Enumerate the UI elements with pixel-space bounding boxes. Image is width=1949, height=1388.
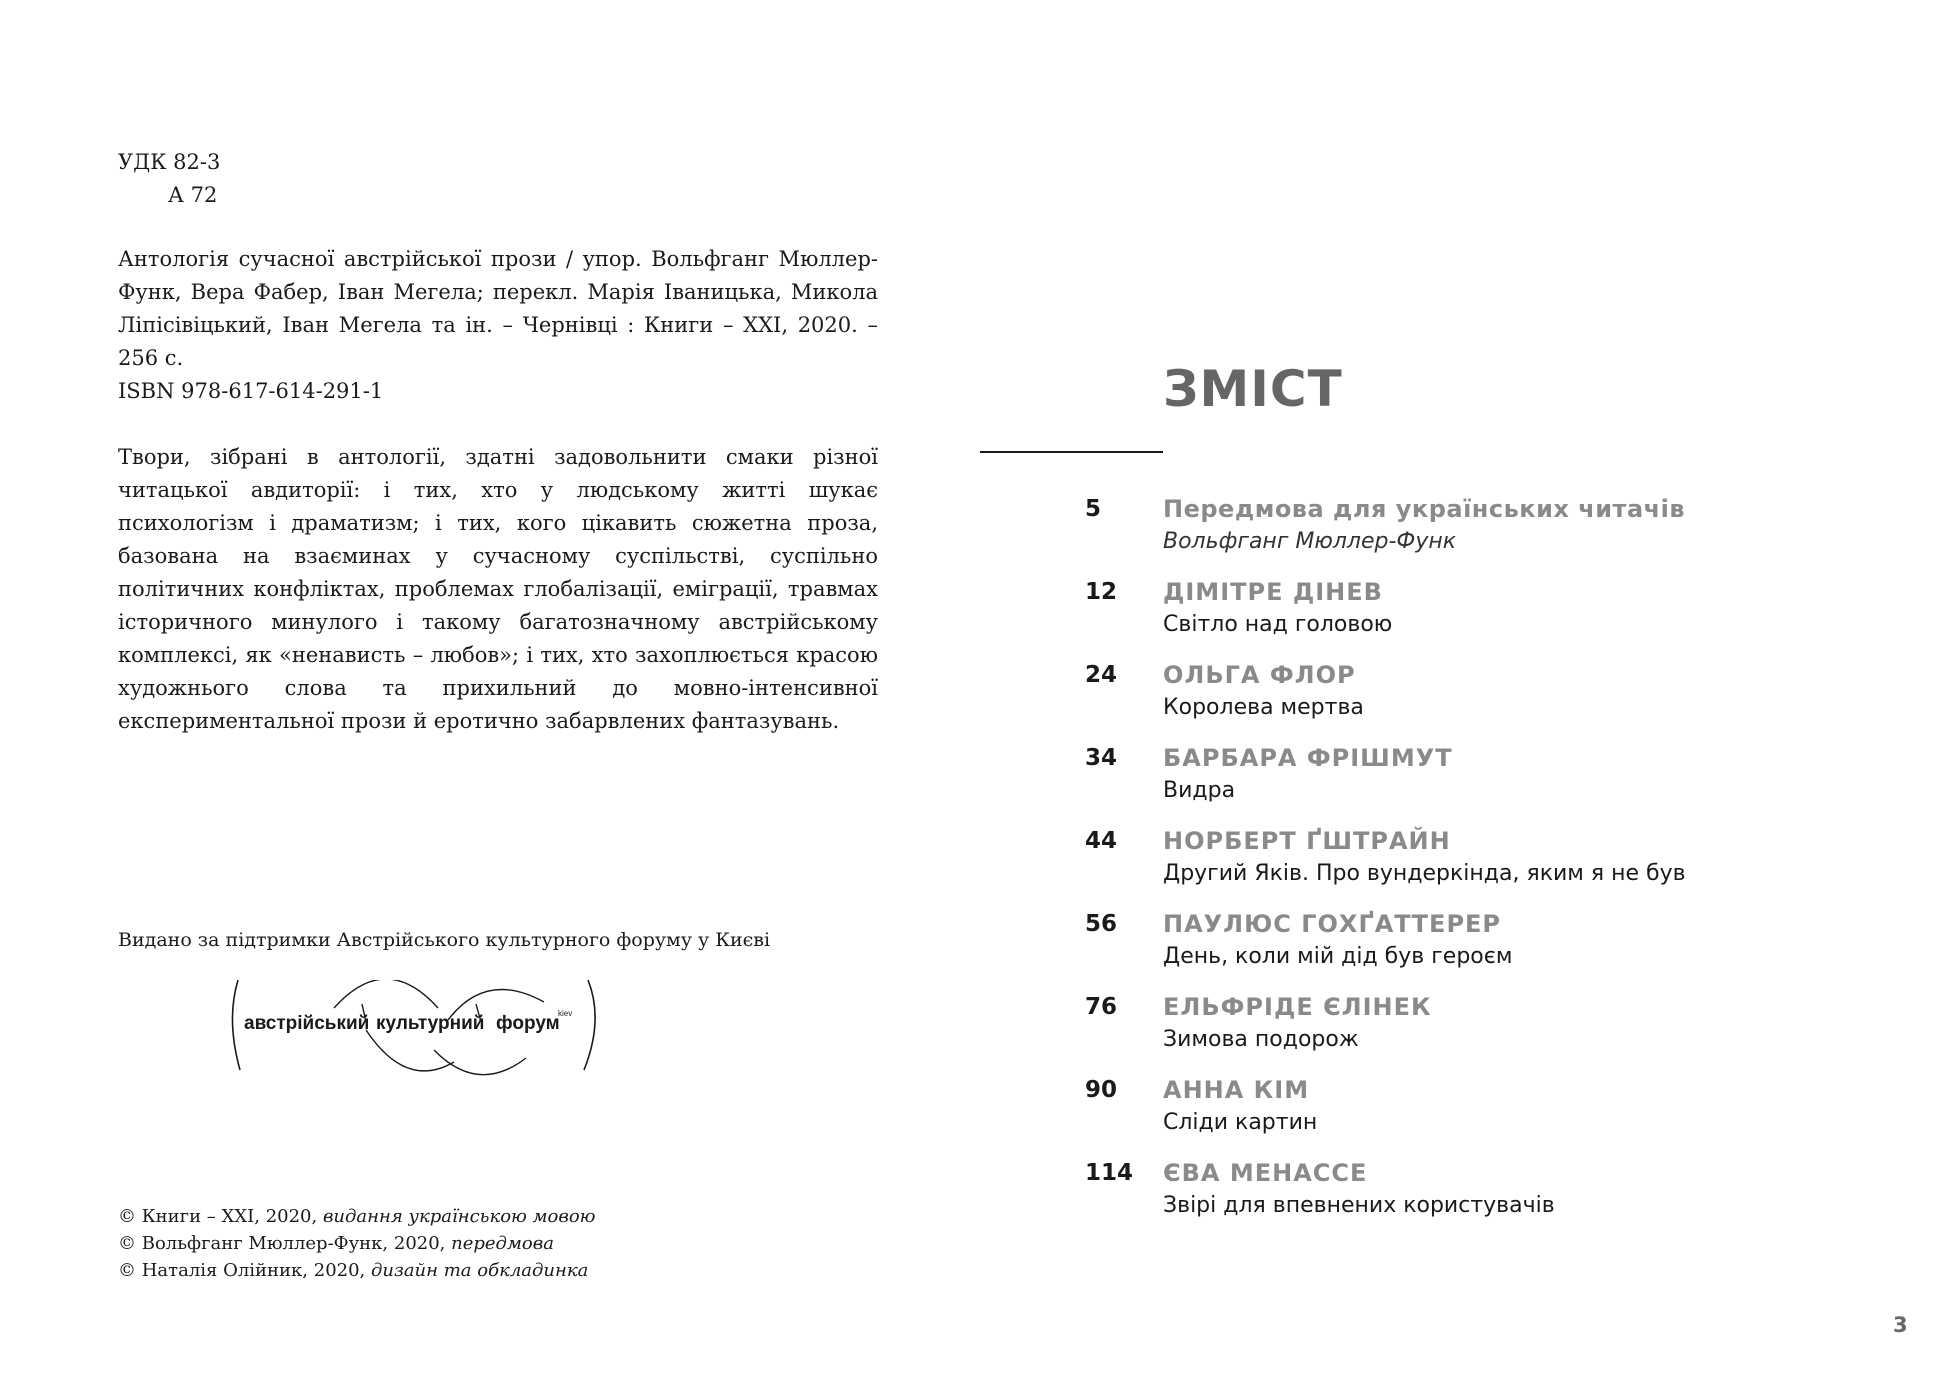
toc-work-title: День, коли мій дід був героєм xyxy=(1163,944,1513,969)
toc-author: ОЛЬГА ФЛОР xyxy=(1163,661,1356,689)
udk-code: УДК 82-3 xyxy=(118,150,221,174)
toc-page-number: 90 xyxy=(1085,1077,1118,1103)
toc-heading: Передмова для українських читачів xyxy=(1163,495,1686,523)
toc-work-title: Звірі для впевнених користувачів xyxy=(1163,1193,1555,1218)
toc-author: НОРБЕРТ ҐШТРАЙН xyxy=(1163,827,1451,855)
copyright-block xyxy=(118,1203,596,1284)
toc-entry[interactable] xyxy=(1085,991,1805,1074)
toc-page-number: 34 xyxy=(1085,745,1118,771)
page-number: 3 xyxy=(1893,1313,1908,1337)
logo-word-1: австрійський xyxy=(244,1013,370,1034)
toc-work-title: Світло над головою xyxy=(1163,612,1393,637)
logo-word-3: форум xyxy=(496,1013,560,1034)
toc-entry[interactable] xyxy=(1085,1157,1805,1240)
toc-author: ЄВА МЕНАССЕ xyxy=(1163,1159,1368,1187)
toc-page-number: 12 xyxy=(1085,579,1118,605)
toc-page-number: 5 xyxy=(1085,496,1102,522)
toc-entry[interactable] xyxy=(1085,659,1805,742)
toc-work-title: Видра xyxy=(1163,778,1236,803)
toc-author: ПАУЛЮС ГОХҐАТТЕРЕР xyxy=(1163,910,1502,938)
toc-page-number: 44 xyxy=(1085,828,1118,854)
toc-author: АННА КІМ xyxy=(1163,1076,1310,1104)
author-mark: А 72 xyxy=(168,183,218,207)
toc-work-title: Королева мертва xyxy=(1163,695,1364,720)
toc-divider xyxy=(980,451,1163,453)
toc-page-number: 24 xyxy=(1085,662,1118,688)
toc-work-title: Сліди картин xyxy=(1163,1110,1318,1135)
toc-work-title: Зимова подорож xyxy=(1163,1027,1359,1052)
toc-entry[interactable] xyxy=(1085,742,1805,825)
bibliographic-description: Антологія сучасної австрійської прози / упор. Вольфганг Мюллер-Функ, Вера Фабер, Іван Мегела; перекл. Марія Іваницька, Микола Ліпісівіцький, Іван Мегела та ін. – Чернівці : Книги – ХХІ, 2020. – 256 с. xyxy=(118,247,878,370)
udk-block xyxy=(118,146,220,212)
austrian-cultural-forum-logo xyxy=(226,980,606,1080)
table-of-contents xyxy=(1085,493,1805,1240)
toc-author: ДІМІТРЕ ДІНЕВ xyxy=(1163,578,1383,606)
copyright-line: © Наталія Олійник, 2020, дизайн та обкладинка xyxy=(118,1260,589,1281)
toc-entry[interactable] xyxy=(1085,493,1805,576)
toc-title: ЗМІСТ xyxy=(1163,360,1343,418)
toc-page-number: 56 xyxy=(1085,911,1118,937)
isbn: ISBN 978-617-614-291-1 xyxy=(118,379,384,403)
toc-page-number: 114 xyxy=(1085,1160,1134,1186)
logo-word-2: культурний xyxy=(376,1013,485,1034)
annotation: Твори, зібрані в антології, здатні задовольнити смаки різної читацької авдиторії: і тих, хто у людському житті шукає психологізм і драматизм; і тих, кого цікавить сюжетна проза, базована на взаєминах у сучасному суспільстві, суспільно політичних конфліктах, проблемах глобалізації, еміграції, травмах історичного минулого і такому багатозначному австрійському комплексі, як «ненависть – любов»; і тих, хто захоплюється красою художнього слова та прихильний до мовно-інтенсивної експериментальної прози й еротично забарвлених фантазувань. xyxy=(118,445,878,733)
toc-subtitle: Вольфганг Мюллер-Функ xyxy=(1163,529,1457,554)
support-note: Видано за підтримки Австрійського культурного форуму у Києві xyxy=(118,929,771,951)
toc-entry[interactable] xyxy=(1085,1074,1805,1157)
toc-entry[interactable] xyxy=(1085,908,1805,991)
toc-entry[interactable] xyxy=(1085,825,1805,908)
toc-work-title: Другий Яків. Про вундеркінда, яким я не був xyxy=(1163,861,1686,886)
logo-superscript: kiev xyxy=(558,1009,573,1018)
copyright-line: © Вольфганг Мюллер-Функ, 2020, передмова xyxy=(118,1233,554,1254)
toc-page-number: 76 xyxy=(1085,994,1118,1020)
toc-entry[interactable] xyxy=(1085,576,1805,659)
toc-author: ЕЛЬФРІДЕ ЄЛІНЕК xyxy=(1163,993,1432,1021)
copyright-line: © Книги – ХХІ, 2020, видання українською мовою xyxy=(118,1206,596,1227)
toc-author: БАРБАРА ФРІШМУТ xyxy=(1163,744,1453,772)
